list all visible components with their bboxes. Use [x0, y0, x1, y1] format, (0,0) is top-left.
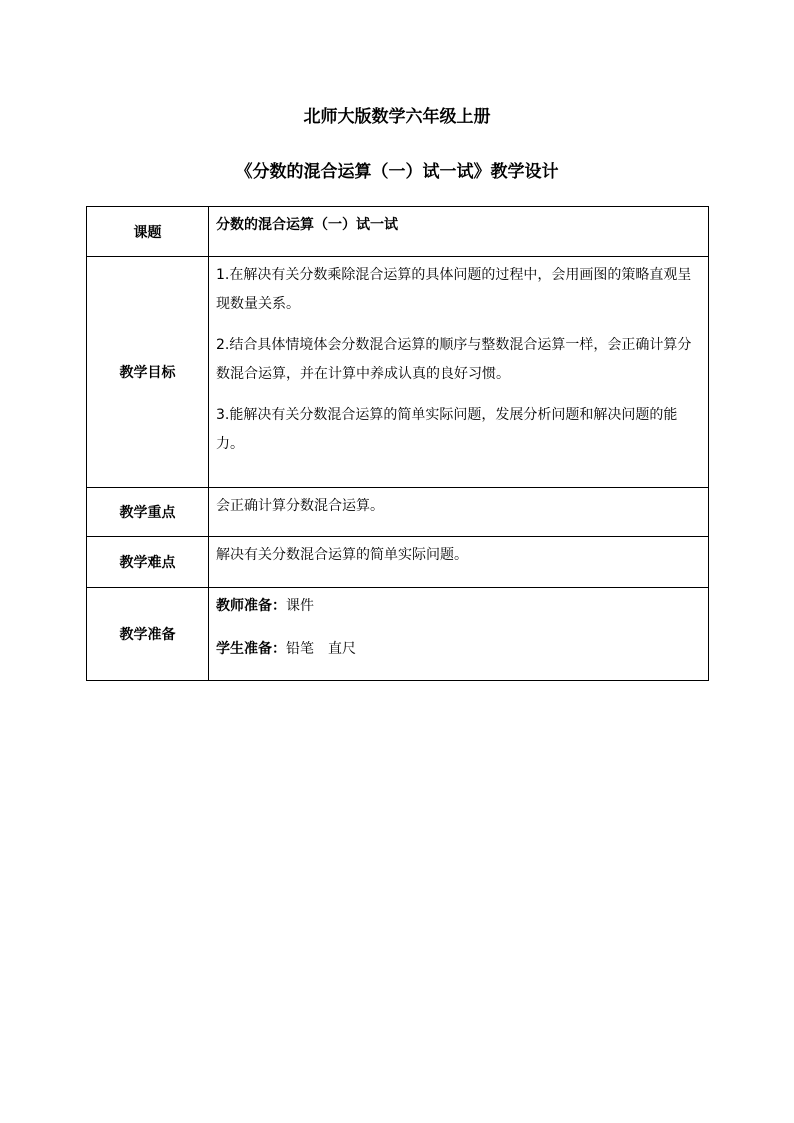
- document-subtitle: 《分数的混合运算（一）试一试》教学设计: [235, 162, 559, 182]
- table-row-difficulty: [87, 537, 709, 588]
- table-row-topic: [87, 207, 709, 257]
- teacher-prep-value: 课件: [286, 598, 314, 614]
- preparation-content: [209, 588, 709, 681]
- teacher-prep-key: 教师准备：: [216, 598, 286, 614]
- focus-label: 教学重点: [87, 488, 209, 537]
- preparation-label: 教学准备: [87, 588, 209, 681]
- teacher-prep-line: [216, 592, 702, 621]
- table-row-preparation: [87, 588, 709, 681]
- difficulty-label: 教学难点: [87, 537, 209, 588]
- focus-value: 会正确计算分数混合运算。: [209, 488, 709, 537]
- goal-item-3: 3.能解决有关分数混合运算的简单实际问题，发展分析问题和解决问题的能力。: [216, 407, 678, 452]
- goal-item-1: 1.在解决有关分数乘除混合运算的具体问题的过程中，会用画图的策略直观呈现数量关系。: [216, 267, 692, 312]
- goals-label: 教学目标: [87, 257, 209, 488]
- student-prep-key: 学生准备：: [216, 641, 286, 657]
- table-row-focus: [87, 488, 709, 537]
- goals-content: [209, 257, 709, 488]
- lesson-plan-table: [86, 206, 709, 681]
- student-prep-line: [216, 635, 702, 664]
- student-prep-value: 铅笔 直尺: [286, 641, 356, 657]
- table-row-goals: [87, 257, 709, 488]
- document-title: 北师大版数学六年级上册: [303, 107, 491, 127]
- topic-value: 分数的混合运算（一）试一试: [209, 207, 709, 257]
- topic-label: 课题: [87, 207, 209, 257]
- goal-item-2: 2.结合具体情境体会分数混合运算的顺序与整数混合运算一样，会正确计算分数混合运算，并在计算中养成认真的良好习惯。: [216, 337, 692, 382]
- difficulty-value: 解决有关分数混合运算的简单实际问题。: [209, 537, 709, 588]
